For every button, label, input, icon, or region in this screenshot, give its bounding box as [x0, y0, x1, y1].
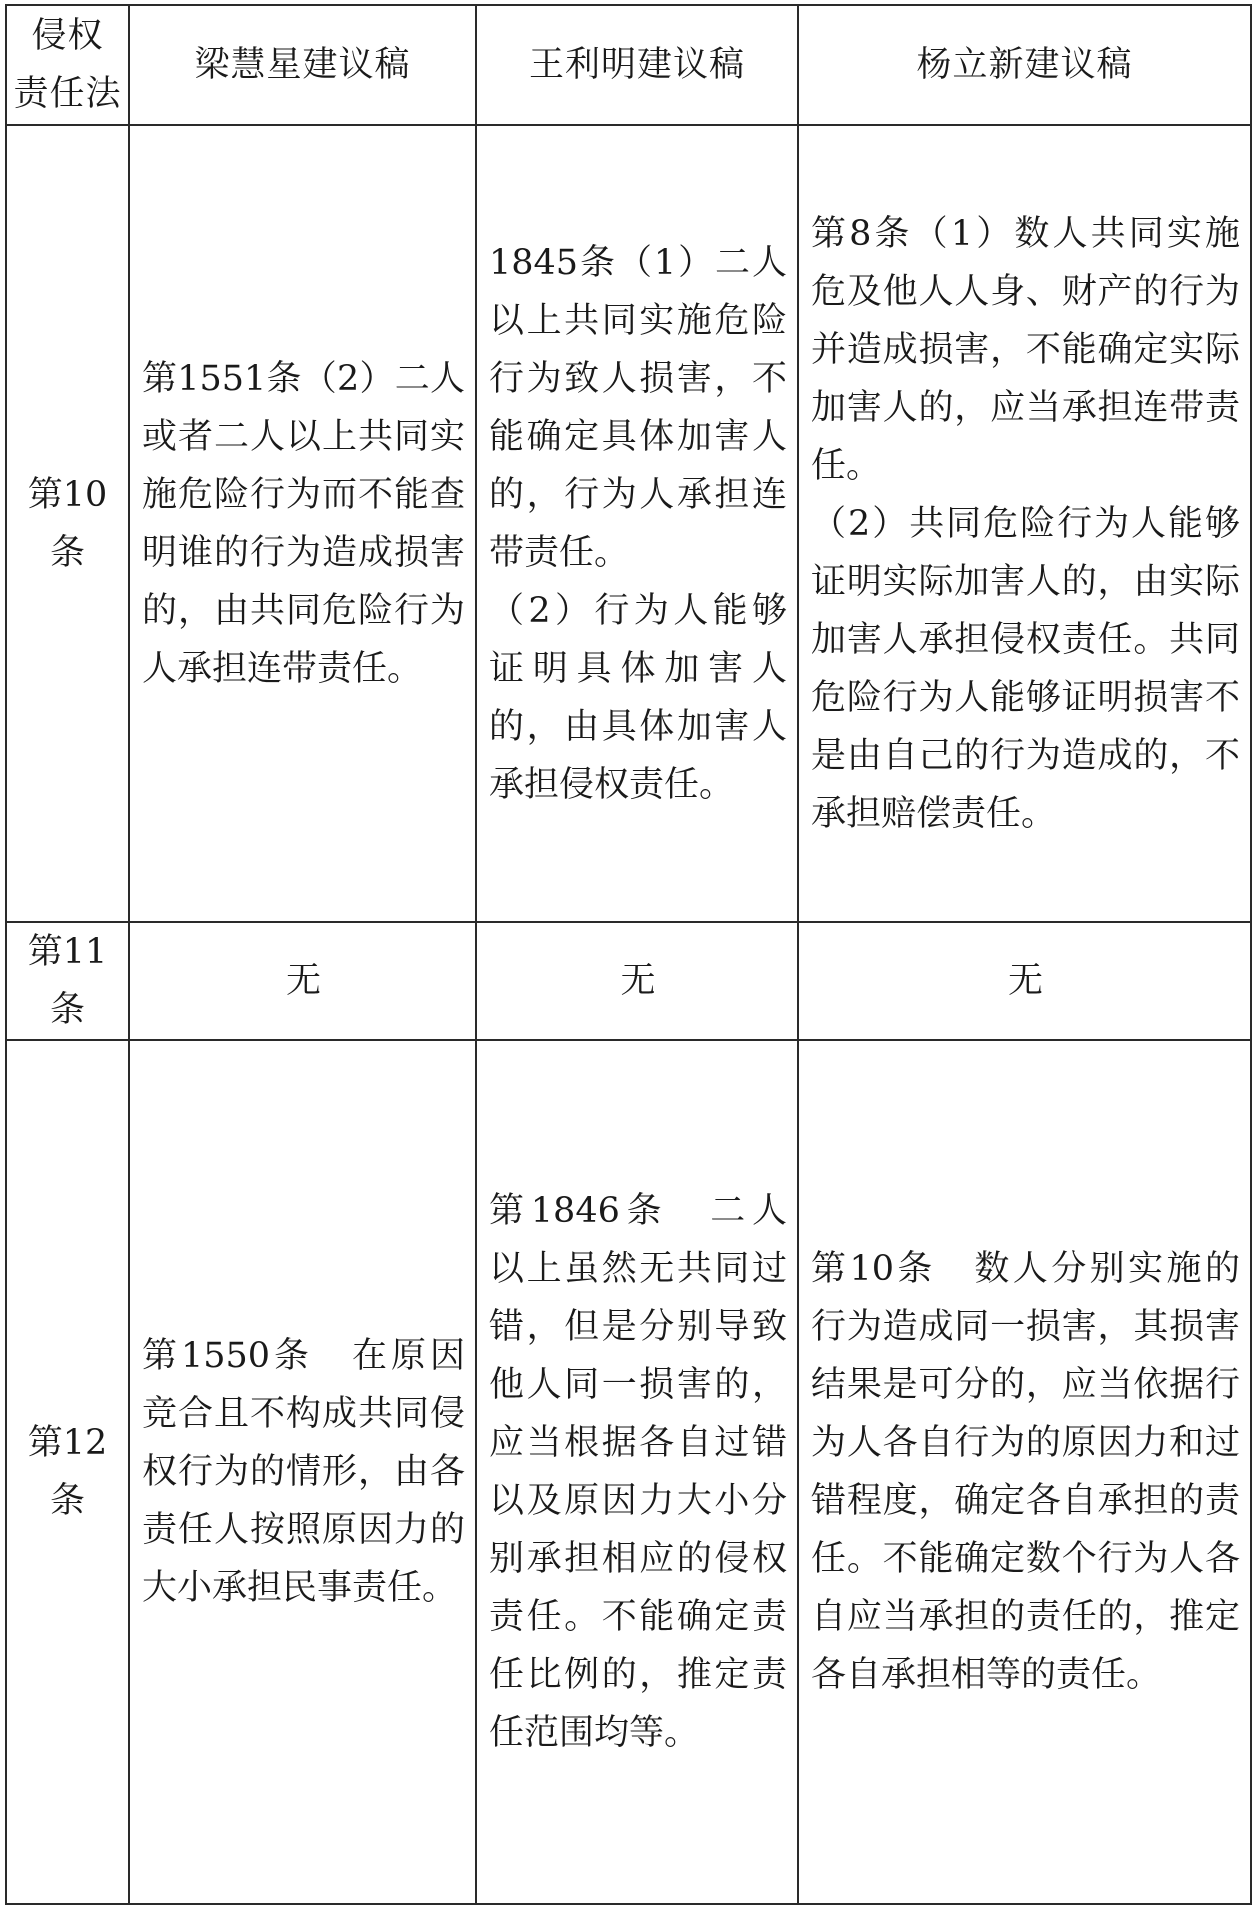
article-cell: 第12条 [6, 1040, 129, 1904]
article-cell: 第11条 [6, 922, 129, 1040]
wang-cell [476, 1040, 798, 1904]
cell-paragraph: 第1551条（2）二人或者二人以上共同实施危险行为而不能查明谁的行为造成损害的，由共同危险行为人承担连带责任。 [142, 358, 465, 689]
header-row [6, 5, 1251, 125]
wang-cell [476, 125, 798, 922]
yang-cell [798, 125, 1251, 922]
header-tort-law [6, 5, 129, 125]
yang-cell: 无 [798, 922, 1251, 1040]
liang-cell: 无 [129, 922, 476, 1040]
cell-paragraph: （2）共同危险行为人能够证明实际加害人的，由实际加害人承担侵权责任。共同危险行为人能够证明损害不是由自己的行为造成的，不承担赔偿责任。 [811, 503, 1240, 834]
header-tort-law-line2: 责任法 [13, 74, 122, 114]
header-liang-draft: 梁慧星建议稿 [129, 5, 476, 125]
liang-cell [129, 125, 476, 922]
table-row-article-12 [6, 1040, 1251, 1904]
table-row-article-10 [6, 125, 1251, 922]
cell-paragraph: 第10条 数人分别实施的行为造成同一损害，其损害结果是可分的，应当依据行为人各自行为的原因力和过错程度，确定各自承担的责任。不能确定数个行为人各自应当承担的责任的，推定各自承担相等的责任。 [811, 1249, 1240, 1695]
cell-paragraph: 第1550条 在原因竞合且不构成共同侵权行为的情形，由各责任人按照原因力的大小承担民事责任。 [142, 1336, 465, 1608]
table-row-article-11 [6, 922, 1251, 1040]
liang-cell [129, 1040, 476, 1904]
cell-paragraph: 1845条（1）二人以上共同实施危险行为致人损害，不能确定具体加害人的，行为人承担连带责任。 [489, 242, 787, 573]
wang-cell: 无 [476, 922, 798, 1040]
header-yang-draft: 杨立新建议稿 [798, 5, 1251, 125]
yang-cell [798, 1040, 1251, 1904]
header-wang-draft: 王利明建议稿 [476, 5, 798, 125]
header-tort-law-line1: 侵权 [31, 16, 104, 56]
cell-paragraph: 第1846条 二人以上虽然无共同过错，但是分别导致他人同一损害的，应当根据各自过错以及原因力大小分别承担相应的侵权责任。不能确定责任比例的，推定责任范围均等。 [489, 1191, 787, 1753]
cell-paragraph: （2）行为人能够证明具体加害人的，由具体加害人承担侵权责任。 [489, 590, 787, 805]
comparison-table [5, 4, 1252, 1905]
article-cell: 第10条 [6, 125, 129, 922]
cell-paragraph: 第8条（1）数人共同实施危及他人人身、财产的行为并造成损害，不能确定实际加害人的，应当承担连带责任。 [811, 213, 1240, 486]
